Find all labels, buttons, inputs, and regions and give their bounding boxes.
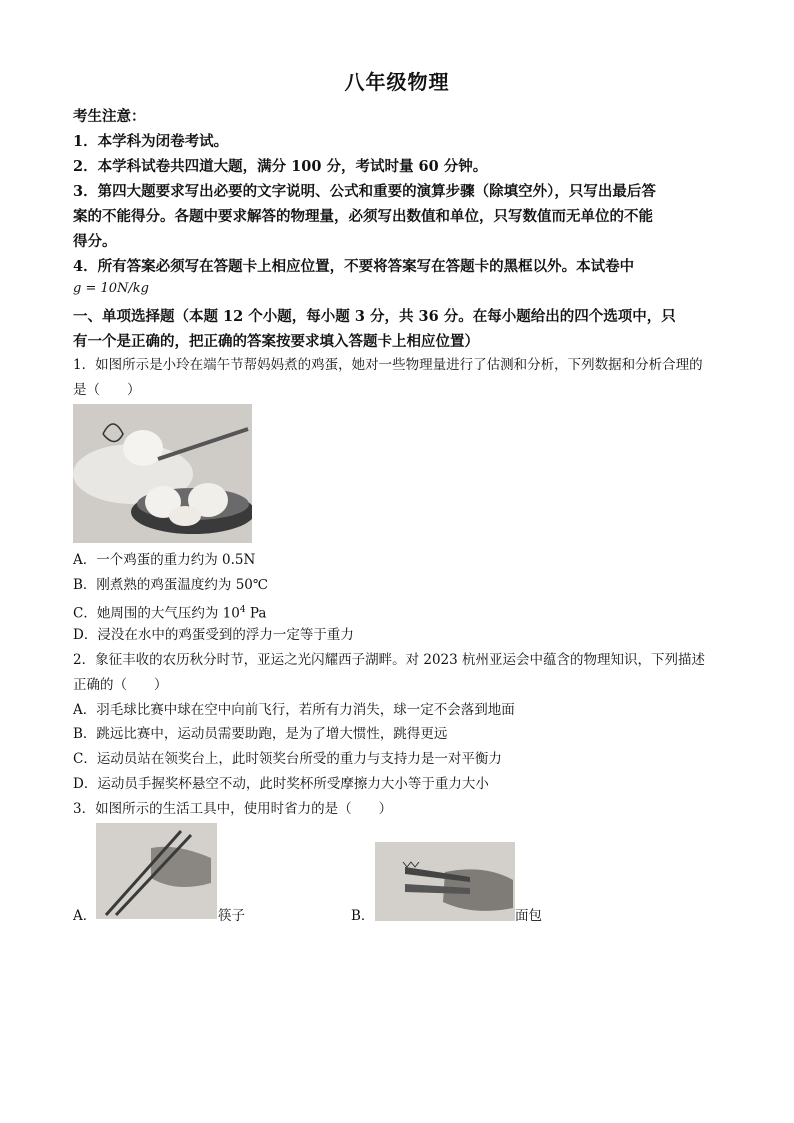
q2-option-a: A．羽毛球比赛中球在空中向前飞行，若所有力消失，球一定不会落到地面 [73, 702, 515, 718]
q1-option-c-text: C．她周围的大气压约为 10 [73, 605, 240, 622]
page-title: 八年级物理 [344, 70, 450, 94]
q1-stem-cont: 是（ ） [73, 382, 141, 398]
q2-option-d: D．运动员手握奖杯悬空不动，此时奖杯所受摩擦力大小等于重力大小 [73, 776, 489, 792]
notice-item-1: 1．本学科为闭卷考试。 [73, 133, 229, 150]
notice-item-4: 4．所有答案必须写在答题卡上相应位置，不要将答案写在答题卡的黑框以外。本试卷中 [73, 258, 635, 275]
q1-stem: 1．如图所示是小玲在端午节帮妈妈煮的鸡蛋，她对一些物理量进行了估测和分析，下列数据和分析合理的 [73, 357, 703, 373]
q3-option-a-label: A． [73, 908, 97, 924]
q2-option-b: B．跳远比赛中，运动员需要助跑，是为了增大惯性，跳得更远 [73, 726, 448, 742]
section1-heading-cont: 有一个是正确的，把正确的答案按要求填入答题卡上相应位置） [73, 333, 479, 350]
q2-stem: 2．象征丰收的农历秋分时节，亚运之光闪耀西子湖畔。对 2023 杭州亚运会中蕴含的物理知识，下列描述 [73, 652, 706, 668]
q3-option-a-text: 筷子 [218, 908, 245, 924]
q2-option-c: C．运动员站在领奖台上，此时领奖台所受的重力与支持力是一对平衡力 [73, 751, 502, 767]
notice-heading: 考生注意： [73, 108, 146, 125]
q1-option-c-exponent: 4 [239, 605, 246, 615]
notice-item-3: 3．第四大题要求写出必要的文字说明、公式和重要的演算步骤（除填空外），只写出最后答 [73, 183, 656, 200]
boiled-eggs-photo [73, 404, 252, 543]
q1-option-d: D．浸没在水中的鸡蛋受到的浮力一定等于重力 [73, 627, 354, 643]
q1-option-b: B．刚煮熟的鸡蛋温度约为 50℃ [73, 577, 268, 593]
q3-option-b-text: 面包 [515, 908, 542, 924]
gravity-constant: g = 10N/kg [73, 281, 149, 296]
q1-option-c-unit: Pa [245, 605, 267, 622]
q2-stem-cont: 正确的（ ） [73, 677, 168, 693]
notice-item-3-end: 得分。 [73, 233, 117, 250]
chopsticks-photo [96, 823, 217, 919]
q3-stem: 3．如图所示的生活工具中，使用时省力的是（ ） [73, 801, 393, 817]
q3-option-b-label: B． [351, 908, 375, 924]
section1-heading: 一、单项选择题（本题 12 个小题，每小题 3 分，共 36 分。在每小题给出的四个选项中，只 [73, 308, 676, 325]
notice-item-3-cont: 案的不能得分。各题中要求解答的物理量，必须写出数值和单位，只写数值而无单位的不能 [73, 208, 653, 225]
bread-tongs-photo [375, 842, 515, 921]
notice-item-2: 2．本学科试卷共四道大题，满分 100 分，考试时量 60 分钟。 [73, 158, 488, 175]
q1-option-a: A．一个鸡蛋的重力约为 0.5N [73, 552, 256, 568]
